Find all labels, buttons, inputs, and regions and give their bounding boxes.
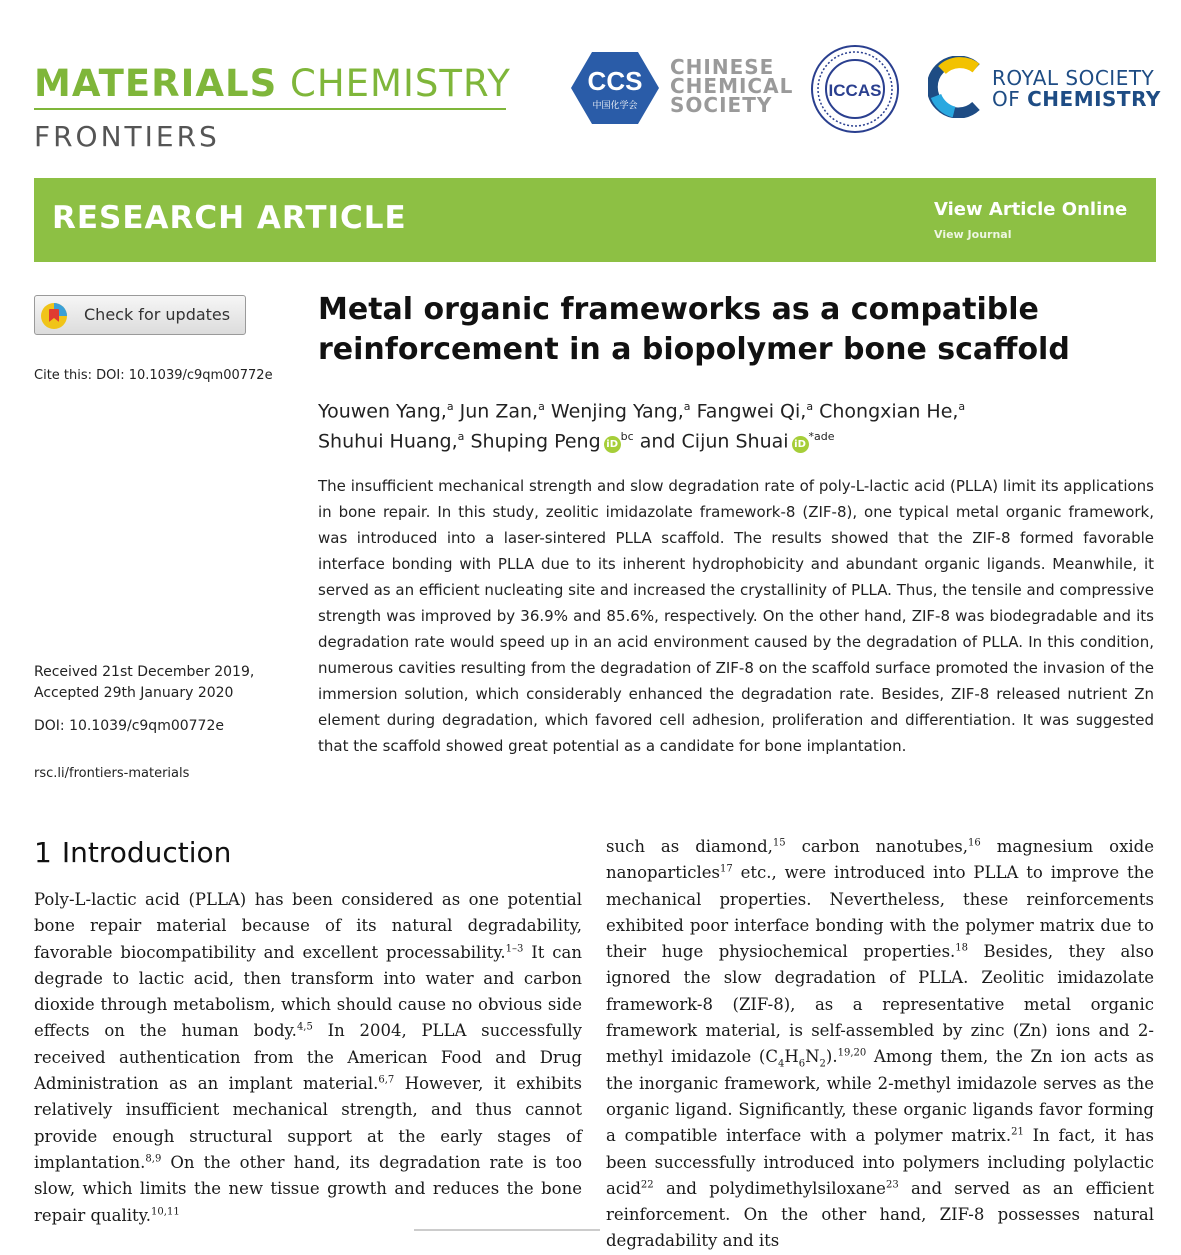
citation[interactable]: 21 (1011, 1126, 1024, 1138)
check-for-updates-label[interactable]: Check for updates (84, 305, 231, 324)
view-article-online-link[interactable]: View Article Online (934, 199, 1128, 220)
rsc-chemistry: CHEMISTRY (1027, 87, 1161, 111)
crossmark-icon (40, 302, 68, 330)
journal-link[interactable]: rsc.li/frontiers-materials (34, 766, 190, 781)
iccas-seal-logo (810, 44, 900, 134)
view-journal-link[interactable]: View Journal (934, 228, 1012, 241)
journal-title-bold: MATERIALS (34, 62, 278, 105)
journal-title-rule (34, 108, 506, 110)
iccas-label: ICCAS (828, 81, 882, 100)
ccs-line-1: CHINESE (670, 55, 775, 79)
article-type-label: RESEARCH ARTICLE (52, 200, 407, 236)
journal-subtitle: FRONTIERS (34, 120, 220, 153)
body-column-right: such as diamond,$^{15}$ carbon nanotubes,$^{16}$ magnesium oxide nanoparticles$^{17}$ etc., were introduced into PLLA to improve the mechanical properties. Nevertheless, these reinforcements exhibited poor interface bonding with the polymer matrix due to their huge physiochemical properties.$^{18}$ Besides, they also ignored the slow degradation of PLLA. Zeolitic imidazolate framework-8 (ZIF-8), as a representative metal organic framework material, is self-assembled by zinc (Zn) ions and 2-methyl imidazole $(C_4H_6N_2).^{19,20}$ Among them, the Zn ion acts as the inorganic framework, while 2-methyl imidazole serves as the organic ligand. Significantly, these organic ligands favor forming a compatible interface with a polymer matrix.$^{21}$ In fact, it has been successfully introduced into polymers including polylactic acid$^{22}$ and polydimethylsiloxane$^{23}$ and served as an efficient reinforcement. On the other hand, ZIF-8 possesses natural degradability and its (606, 837, 1154, 1251)
ccs-abbrev: CCS (587, 66, 643, 96)
cite-this: Cite this: DOI: 10.1039/c9qm00772e (34, 368, 273, 383)
rsc-logo-icon (928, 56, 988, 118)
author-list: Youwen Yang,$^a$ Jun Zan,$^a$ Wenjing Yang,$^a$ Fangwei Qi,$^a$ Chongxian He,$^a$ Shuhui Huang,$^a$ Shuping Peng $iD^{bc}$ and Cijun Shuai $iD^{*ade}$ (318, 400, 966, 453)
citation[interactable]: 22 (640, 1179, 654, 1191)
journal-title (34, 62, 511, 105)
author: Shuhui Huang, (318, 430, 458, 453)
ccs-cn: 中国化学会 (592, 101, 638, 111)
author: Jun Zan, (453, 400, 539, 423)
received-date: Received 21st December 2019, (34, 664, 255, 680)
body-column-left: Poly-L-lactic acid (PLLA) has been considered as one potential bone repair material because of its natural degradability, favorable biocompatibility and excellent processability.$^{1-3}$ It can degrade to lactic acid, then transform into water and carbon dioxide through metabolism, which should cause no obvious side effects on the human body.$^{4,5}$ In 2004, PLLA successfully received authentication from the American Food and Drug Administration as an implant material.$^{6,7}$ However, it exhibits relatively insufficient mechanical strength, and thus cannot provide enough structural support at the early stages of implantation.$^{8,9}$ On the other hand, its degradation rate is too slow, which limits the new tissue growth and reduces the bone repair quality.$^{10,11}$ (34, 890, 582, 1225)
author: Wenjing Yang, (544, 400, 684, 423)
rsc-line-1: ROYAL SOCIETY (992, 66, 1155, 90)
orcid-icon[interactable]: iD (604, 436, 621, 453)
ccs-line-2: CHEMICAL (670, 74, 794, 98)
citation[interactable]: 8,9 (145, 1153, 162, 1165)
author: and Cijun Shuai (633, 430, 789, 453)
section-heading (34, 836, 231, 869)
citation[interactable]: 4,5 (296, 1021, 313, 1033)
scrollbar-hint (414, 1229, 600, 1231)
citation[interactable]: 1–3 (505, 943, 524, 955)
author: Youwen Yang, (318, 400, 447, 423)
rsc-of: OF (992, 87, 1021, 111)
orcid-icon[interactable]: iD (792, 436, 809, 453)
abstract: The insufficient mechanical strength and slow degradation rate of poly-L-lactic acid (PLLA) limit its applications in bone repair. In this study, zeolitic imidazolate framework-8 (ZIF-8), one typical metal organic framework, was introduced into a laser-sintered PLLA scaffold. The results showed that the ZIF-8 formed favorable interface bonding with PLLA due to its inherent hydrophobicity and abundant organic ligands. Meanwhile, it served as an efficient nucleating site and increased the crystallinity of PLLA. Thus, the tensile and compressive strength was improved by 36.9% and 85.6%, respectively. On the other hand, ZIF-8 was biodegradable and its degradation rate would speed up in an acid environment caused by the degradation of PLLA. In this condition, numerous cavities resulting from the degradation of ZIF-8 on the scaffold surface promoted the invasion of the immersion solution, which considerably enhanced the degradation rate. Besides, ZIF-8 released nutrient Zn element during degradation, which favored cell adhesion, proliferation and differentiation. It was suggested that the scaffold showed great potential as a candidate for bone implantation. (318, 477, 1154, 755)
received-accepted (34, 662, 254, 704)
section-number: 1 (34, 836, 52, 869)
article-title: Metal organic frameworks as a compatible reinforcement in a biopolymer bone scaffold (318, 292, 1070, 367)
ccs-name (670, 55, 794, 117)
citation[interactable]: 15 (772, 837, 786, 849)
citation[interactable]: 6,7 (378, 1074, 395, 1086)
author: Fangwei Qi, (690, 400, 807, 423)
ccs-logo (570, 50, 660, 126)
citation[interactable]: 18 (955, 942, 969, 954)
accepted-date: Accepted 29th January 2020 (34, 685, 234, 701)
author: Shuping Peng (464, 430, 601, 453)
rsc-name (992, 68, 1161, 110)
rsc-line-2 (992, 89, 1161, 110)
citation[interactable]: 19,20 (837, 1047, 867, 1059)
ccs-line-3: SOCIETY (670, 93, 773, 117)
citation[interactable]: 10,11 (151, 1206, 180, 1218)
author: Chongxian He, (813, 400, 959, 423)
citation[interactable]: 23 (885, 1179, 899, 1191)
section-title: Introduction (61, 836, 232, 869)
citation[interactable]: 17 (719, 863, 733, 875)
citation[interactable]: 16 (968, 837, 981, 849)
doi[interactable]: DOI: 10.1039/c9qm00772e (34, 718, 224, 734)
journal-title-light: CHEMISTRY (289, 62, 511, 105)
